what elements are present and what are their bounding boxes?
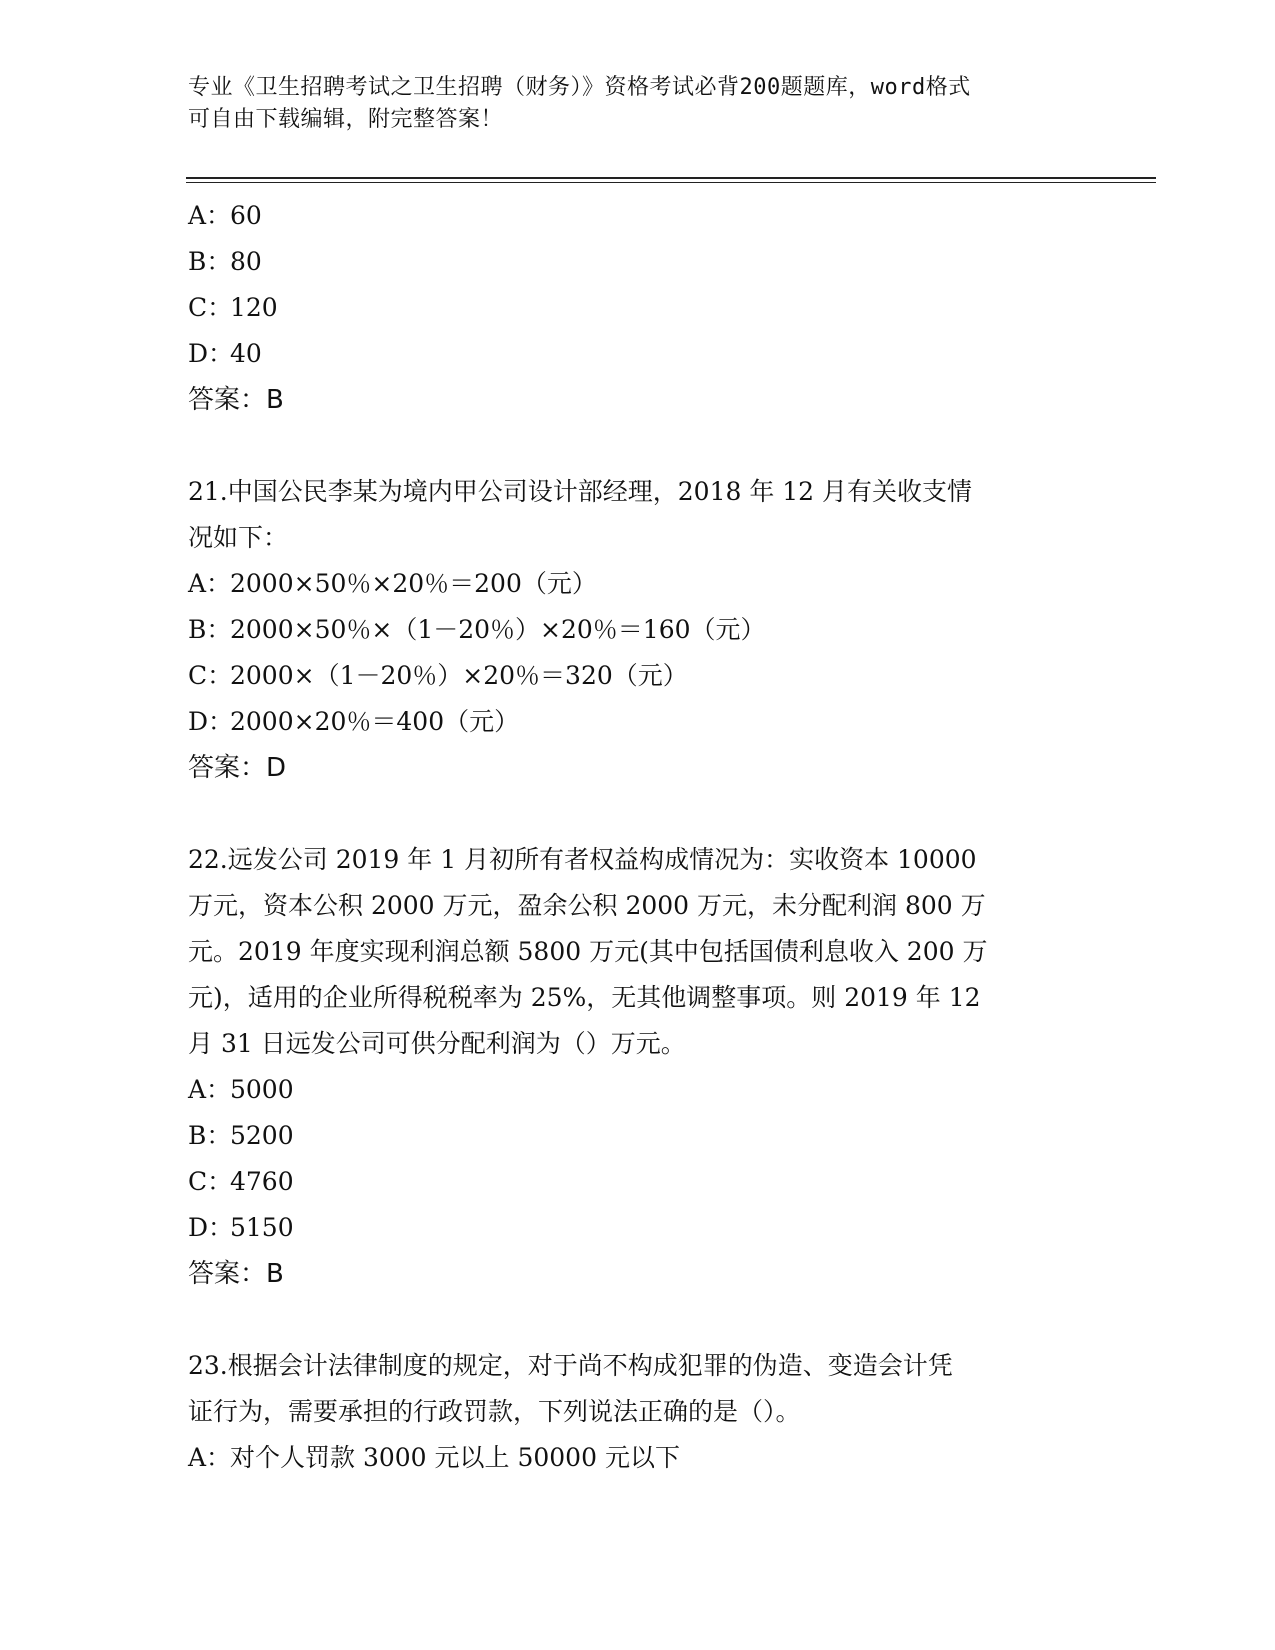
document-header — [188, 72, 1068, 136]
header-divider-thin — [186, 182, 1156, 183]
option-c: C：2000×（1－20％）×20％＝320（元） — [188, 661, 688, 690]
option-d: D：40 — [188, 339, 262, 368]
question-block — [188, 469, 1088, 791]
answer-line: 答案：B — [188, 385, 284, 415]
answer-line: 答案：D — [188, 753, 287, 783]
question-line: 证行为，需要承担的行政罚款，下列说法正确的是（）。 — [188, 1397, 801, 1426]
question-line: 况如下： — [188, 523, 289, 552]
option-d: D：2000×20％＝400（元） — [188, 707, 520, 736]
option-b: B：80 — [188, 247, 262, 276]
question-line: 23.根据会计法律制度的规定，对于尚不构成犯罪的伪造、变造会计凭 — [188, 1351, 953, 1380]
header-divider-thick — [186, 177, 1156, 179]
question-text — [188, 469, 1088, 561]
option-b: B：2000×50％×（1－20％）×20％＝160（元） — [188, 615, 766, 644]
option-a: A：60 — [188, 201, 262, 230]
question-text — [188, 1343, 1088, 1435]
question-list — [188, 193, 1088, 1481]
option-a: A：对个人罚款 3000 元以上 50000 元以下 — [188, 1443, 680, 1472]
question-block — [188, 837, 1088, 1297]
block-gap — [188, 423, 1088, 469]
question-line: 21.中国公民李某为境内甲公司设计部经理，2018 年 12 月有关收支情 — [188, 477, 973, 506]
header-line-2: 可自由下载编辑，附完整答案！ — [188, 107, 504, 132]
answer-line: 答案：B — [188, 1259, 284, 1289]
header-line-1: 专业《卫生招聘考试之卫生招聘（财务）》资格考试必背200题题库，word格式 — [188, 75, 971, 100]
option-c: C：120 — [188, 293, 278, 322]
option-c: C：4760 — [188, 1167, 294, 1196]
block-gap — [188, 1297, 1088, 1343]
option-d: D：5150 — [188, 1213, 294, 1242]
block-gap — [188, 791, 1088, 837]
question-line: 22.远发公司 2019 年 1 月初所有者权益构成情况为：实收资本 10000 — [188, 845, 977, 874]
question-line: 万元，资本公积 2000 万元，盈余公积 2000 万元，未分配利润 800 万 — [188, 891, 986, 920]
question-text — [188, 837, 1088, 1067]
option-a: A：5000 — [188, 1075, 294, 1104]
question-line: 元。2019 年度实现利润总额 5800 万元(其中包括国债利息收入 200 万 — [188, 937, 988, 966]
option-b: B：5200 — [188, 1121, 294, 1150]
question-line: 元)，适用的企业所得税税率为 25%，无其他调整事项。则 2019 年 12 — [188, 983, 981, 1012]
question-block — [188, 1343, 1088, 1481]
question-block — [188, 193, 1088, 423]
option-a: A：2000×50％×20％＝200（元） — [188, 569, 597, 598]
question-line: 月 31 日远发公司可供分配利润为（）万元。 — [188, 1029, 686, 1058]
